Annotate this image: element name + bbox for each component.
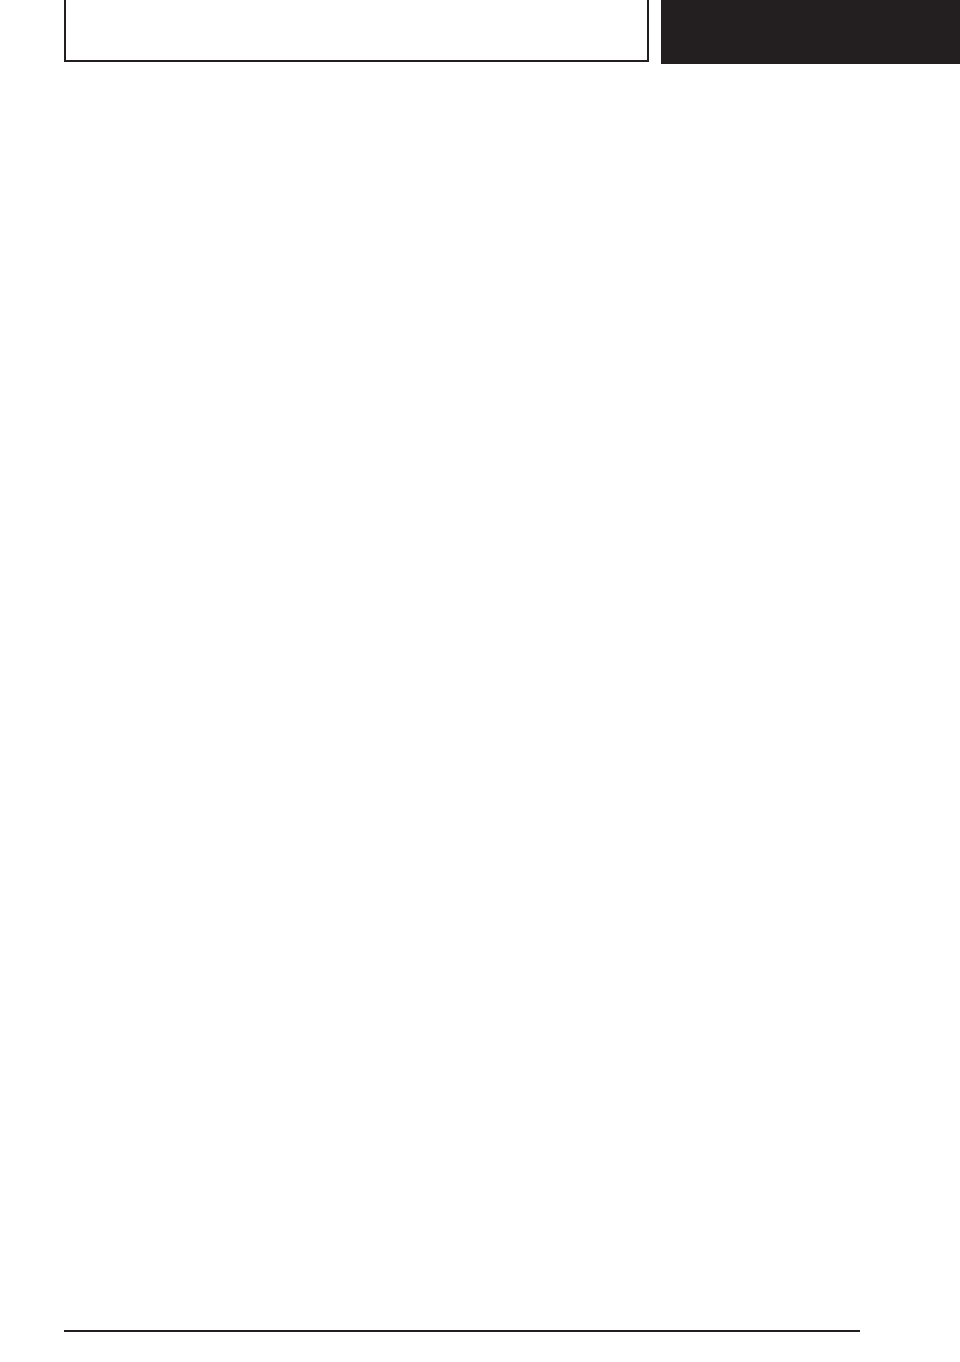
footer-divider xyxy=(64,1330,860,1332)
tab-index[interactable] xyxy=(661,0,960,64)
page-header xyxy=(0,0,960,66)
tab-a-to-z[interactable] xyxy=(64,0,649,62)
